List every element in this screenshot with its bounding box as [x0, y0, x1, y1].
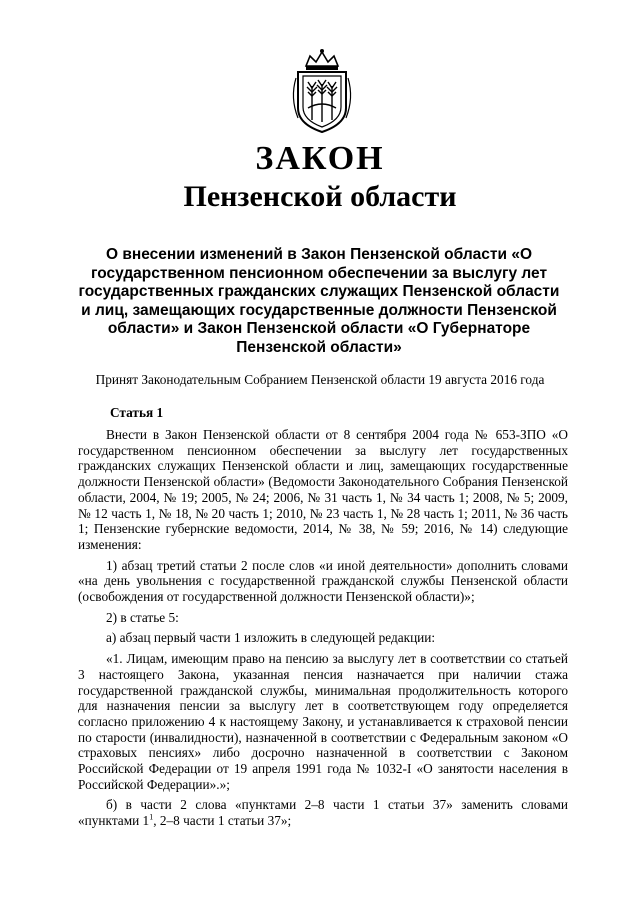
item-2b-start: б) в части 2 слова «пунктами 2–8 части 1 статьи 37» заменить словами «пунктами 1 [78, 797, 568, 829]
article-intro: Внести в Закон Пензенской области от 8 сентября 2004 года № 653-ЗПО «О государственном пенсионном обеспечении за выслугу лет государственных гражданских служащих Пензенской области и лиц, замещающих государственные должности Пензенской области» (Ведомости Законодательного Собрания Пензенской области, 2004, № 19; 2005, № 24; 2006, № 31 часть 1, № 34 часть 1; 2008, № 5; 2009, № 12 часть 1, № 18, № 20 часть 1; 2010, № 23 часть 1, № 28 часть 1; 2011, № 36 часть 1; Пензенские губернские ведомости, 2014, № 38, № 59; 2016, № 14) следующие изменения: [78, 427, 568, 552]
article-body [78, 427, 568, 829]
law-heading: О внесении изменений в Закон Пензенской области «О государственном пенсионном обеспечении за выслугу лет государственных гражданских служащих Пензенской области и лиц, замещающих государственные должности Пензенской области» и Закон Пензенской области «О Губернаторе Пензенской области» [78, 246, 560, 356]
document-subtitle: Пензенской области [183, 180, 457, 213]
article-item-1: 1) абзац третий статьи 2 после слов «и иной деятельности» дополнить словами «на день увольнения с государственной гражданской службы Пензенской области (освобождения от государственной должности Пензенской области)»; [78, 557, 568, 605]
adoption-note: Принят Законодательным Собранием Пензенской области 19 августа 2016 года [95, 372, 545, 387]
article-item-2: 2) в статье 5: [106, 609, 179, 625]
article-item-2b [78, 797, 568, 828]
item-2b-end: , 2–8 части 1 статьи 37»; [153, 813, 292, 829]
item-2b-superscript: 1 [149, 812, 154, 822]
article-item-2a: а) абзац первый части 1 изложить в следующей редакции: [106, 630, 436, 646]
article-quote: «1. Лицам, имеющим право на пенсию за выслугу лет в соответствии со статьей 3 настоящего Закона, указанная пенсия назначается при наличии стажа государственной гражданской службы, минимальная продолжительность которого для назначения пенсии за выслугу лет в соответствующем году определяется согласно приложению 4 к настоящему Закону, и устанавливается к страховой пенсии по старости (инвалидности), назначенной в соответствии с Федеральным законом «О страховых пенсиях» либо досрочно назначенной в соответствии с Законом Российской Федерации от 19 апреля 1991 года № 1032-I «О занятости населения в Российской Федерации».»; [78, 651, 568, 792]
article-title: Статья 1 [110, 405, 164, 420]
coat-of-arms-emblem [288, 48, 356, 134]
document-title: ЗАКОН [255, 140, 385, 177]
